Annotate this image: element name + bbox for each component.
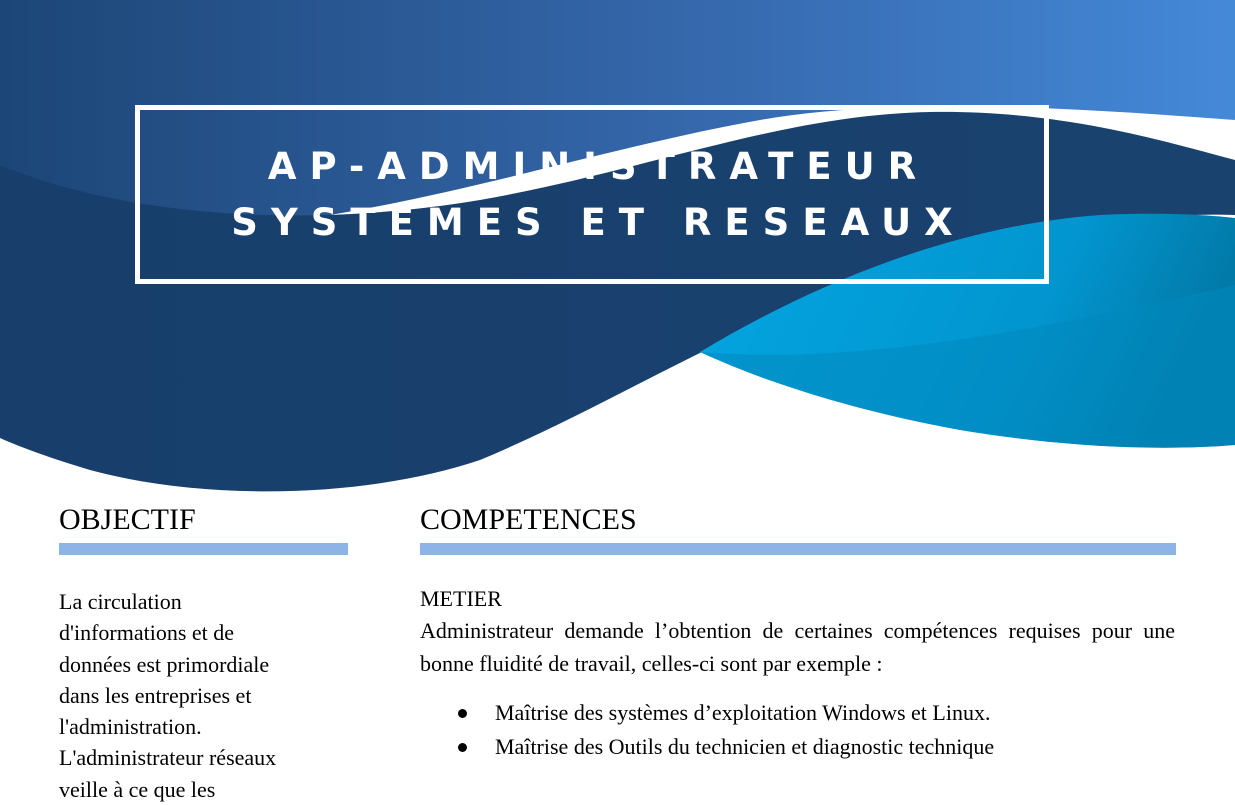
objective-line: dans les entreprises et <box>59 682 252 708</box>
skills-subheading: METIER <box>420 586 502 611</box>
objective-line: La circulation <box>59 589 182 614</box>
objective-text <box>59 586 319 805</box>
objective-line: l'administration. <box>59 714 202 740</box>
title-frame <box>135 105 1049 284</box>
objective-line: données est primordiale <box>59 651 270 677</box>
list-item <box>455 731 994 765</box>
list-item-text: Maîtrise des systèmes d’exploitation Windows et Linux. <box>495 700 991 725</box>
objective-line: veille à ce que les <box>59 776 216 802</box>
skills-rule <box>420 543 1176 555</box>
skills-intro: Administrateur demande l’obtention de certaines compétences requises pour une bonne fluidité de travail, celles-ci sont par exemple : <box>420 618 1175 676</box>
skills-heading: COMPETENCES <box>420 503 637 536</box>
objective-line: L'administrateur réseaux <box>59 745 277 771</box>
objective-rule <box>59 543 348 555</box>
title-line-2: SYSTEMES ET RESEAUX <box>231 200 966 244</box>
bullet-icon <box>458 743 467 752</box>
objective-line: d'informations et de <box>59 620 235 646</box>
skills-list <box>455 697 994 765</box>
bullet-icon <box>458 709 467 718</box>
list-item <box>455 697 994 731</box>
objective-heading: OBJECTIF <box>59 503 196 536</box>
list-item-text: Maîtrise des Outils du technicien et diagnostic technique <box>495 734 995 759</box>
title-line-1: AP-ADMINISTRATEUR <box>267 144 930 188</box>
